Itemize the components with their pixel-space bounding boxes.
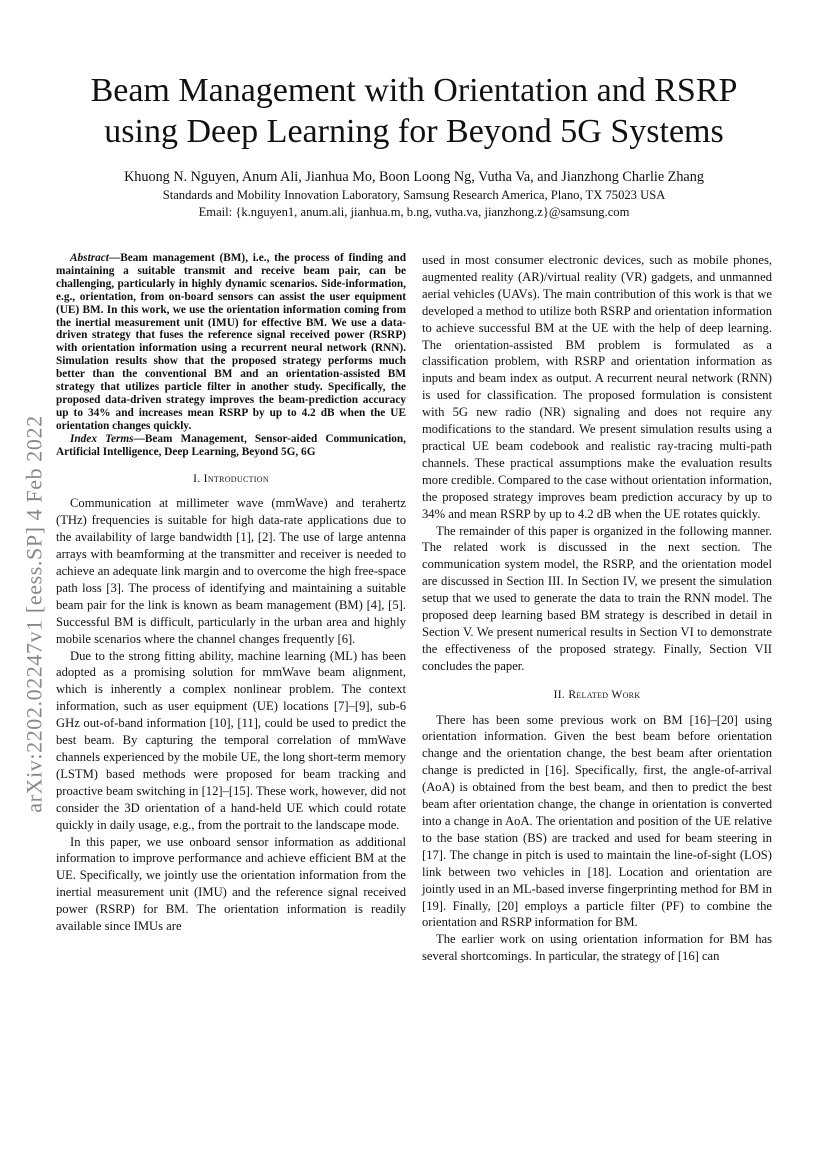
section-heading-related-work (422, 687, 772, 704)
author-emails: Email: {k.nguyen1, anum.ali, jianhua.m, b.ng, vutha.va, jianzhong.z}@samsung.com (198, 205, 630, 219)
right-column (422, 252, 772, 965)
section-title: Related Work (568, 687, 641, 701)
index-terms-text: —Beam Management, Sensor-aided Communication, Artificial Intelligence, Deep Learning, Beyond 5G, 6G (56, 432, 406, 458)
intro-paragraph-2: Due to the strong fitting ability, machine learning (ML) has been adopted as a promising solution for mmWave beam alignment, which is inherently a complex nonlinear problem. The context information, such as user equipment (UE) locations [7]–[9], sub-6 GHz out-of-band information [10], [11], could be used to predict the best beam. By capturing the temporal correlation of mmWave channels experienced by the mobile UE, the long short-term memory (LSTM) based methods were proposed for beam tracking and proactive beam switching in [12]–[15]. These work, however, did not consider the 3D orientation of a hand-held UE which could rotate quickly in daily usage, e.g., from the portrait to the landscape mode. (56, 648, 406, 832)
index-terms-label: Index Terms (70, 432, 134, 445)
section-number: II. (553, 687, 566, 701)
affiliation: Standards and Mobility Innovation Laboratory, Samsung Research America, Plano, TX 75023 USA (162, 188, 666, 202)
intro-paragraph-4: The remainder of this paper is organized in the following manner. The related work is discussed in the next section. The communication system model, the RSRP, and the orientation model are discussed in Section III. In Section IV, we present the simulation setup that we used to generate the data to train the RNN model. The proposed deep learning based BM strategy is described in detail in Section V. We present numerical results in Section VI to demonstrate the effectiveness of the proposed strategy. Finally, Section VII concludes the paper. (422, 523, 772, 673)
intro-paragraph-3-continued: used in most consumer electronic devices, such as mobile phones, augmented reality (AR)/virtual reality (VR) gadgets, and unmanned aerial vehicles (UAVs). The main contribution of this work is that we developed a method to utilize both RSRP and orientation information to achieve successful BM at the UE with the help of deep learning. The orientation-assisted BM problem is formulated as a classification problem, with RSRP and orientation information as inputs and beam index as output. A recurrent neural network (RNN) is used for classification. The proposed formulation is consistent with 5G new radio (NR) signaling and does not require any modifications to the standard. We present simulation results using a practical UE beam codebook and realistic ray-tracing multi-path channels. These practical assumptions make the evaluation results more credible. Compared to the case without orientation information, the proposed strategy improves beam prediction accuracy by up to 34% and mean RSRP by up to 4.2 dB when the UE rotates quickly. (422, 253, 772, 521)
abstract-text: —Beam management (BM), i.e., the process of finding and maintaining a suitable transmit and receive beam pair, can be challenging, particularly in highly dynamic scenarios. Side-information, e.g., orientation, from on-board sensors can assist the user equipment (UE) BM. In this work, we use the orientation information coming from the inertial measurement unit (IMU) for effective BM. We use a data-driven strategy that fuses the reference signal received power (RSRP) with orientation information using a recurrent neural network (RNN). Simulation results show that the proposed strategy performs much better than the conventional BM and an orientation-assisted BM strategy that utilizes particle filter in another study. Specifically, the proposed data-driven strategy improves the beam-prediction accuracy up to 34% and increases mean RSRP by up to 4.2 dB when the UE orientation changes quickly. (56, 252, 406, 432)
abstract (56, 252, 406, 433)
left-column (56, 252, 406, 935)
paper-title-line-1: Beam Management with Orientation and RSRP (90, 72, 738, 109)
intro-paragraph-3: In this paper, we use onboard sensor information as additional information to improve performance and achieve efficient BM at the UE. Specifically, we jointly use the orientation information from the inertial measurement unit (IMU) and the reference signal received power (RSRP) for BM. The orientation information is readily available since IMUs are (56, 834, 406, 934)
index-terms (56, 433, 406, 459)
section-heading-introduction (56, 471, 406, 488)
paper-title-line-2: using Deep Learning for Beyond 5G Systems (104, 113, 724, 150)
section-title: Introduction (203, 471, 269, 485)
intro-paragraph-1: Communication at millimeter wave (mmWave) and terahertz (THz) frequencies is suitable for high data-rate applications due to the availability of large bandwidth [1], [2]. The use of large antenna arrays with beamforming at the transmitter and receiver is needed to achieve an adequate link margin and to overcome the high free-space path loss [3]. The process of identifying and maintaining a suitable beam pair for the link is known as beam management (BM) [4], [5]. Successful BM is difficult, particularly in the urban area and highly mobile scenarios where the channel changes frequently [6]. (56, 496, 406, 646)
arxiv-identifier-text: arXiv:2202.02247v1 [eess.SP] 4 Feb 2022 (22, 415, 48, 813)
related-paragraph-1: There has been some previous work on BM [16]–[20] using orientation information. Given the best beam before orientation change and the orientation change, the best beam after orientation change is predicted in [16]. Specifically, first, the angle-of-arrival (AoA) is obtained from the best beam, and then to predict the best beam after orientation change, the change in orientation is converted into a change in AoA. The orientation and position of the UE relative to the base station (BS) are tracked and used for beam steering in [17]. The change in pitch is used to maintain the line-of-sight (LOS) link between two vehicles in [18]. Location and orientation are jointly used in an ML-based inverse fingerprinting method for BM in [19]. Finally, [20] employs a particle filter (PF) to combine the orientation and RSRP information for BM. (422, 712, 772, 930)
paper-title (0, 70, 828, 152)
section-number: I. (193, 471, 201, 485)
related-paragraph-2: The earlier work on using orientation information for BM has several shortcomings. In particular, the strategy of [16] can (422, 932, 772, 964)
abstract-label: Abstract (70, 252, 109, 264)
arxiv-identifier-stamp (22, 370, 48, 858)
author-list: Khuong N. Nguyen, Anum Ali, Jianhua Mo, Boon Loong Ng, Vutha Va, and Jianzhong Charlie Zhang (124, 169, 704, 185)
